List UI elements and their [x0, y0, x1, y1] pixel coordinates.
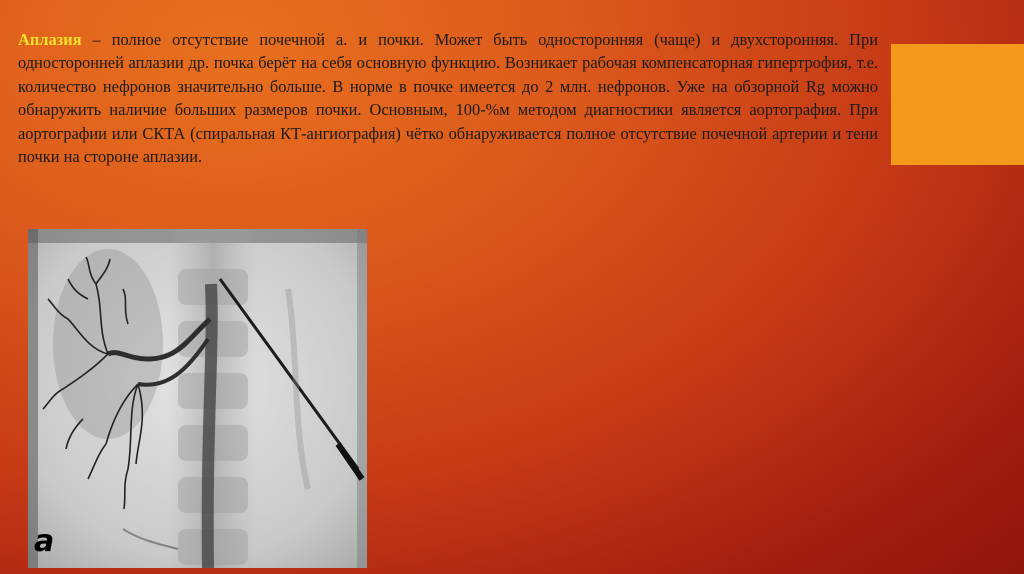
figure-label: a	[34, 524, 55, 559]
aortography-image	[28, 229, 367, 568]
description-text: – полное отсутствие почечной а. и почки. Может быть односторонняя (чаще) и двухсторонняя. При односторонней аплазии др. почка берёт на себя основную функцию. Возникает рабочая компенсаторная гипертрофия, т.е. количество нефронов значительно больше. В норме в почке имеется до 2 млн. нефронов. Уже на обзорной Rg можно обнаружить наличие больших размеров почки. Основным, 100-%м методом диагностики является аортография. При аортографии или СКТА (спиральная КТ-ангиография) чётко обнаруживается полное отсутствие почечной артерии и тени почки на стороне аплазии.	[18, 30, 878, 167]
description-paragraph	[18, 28, 878, 168]
accent-box	[891, 44, 1024, 165]
term-aplasia: Аплазия	[18, 30, 82, 49]
xray-illustration	[28, 229, 367, 568]
